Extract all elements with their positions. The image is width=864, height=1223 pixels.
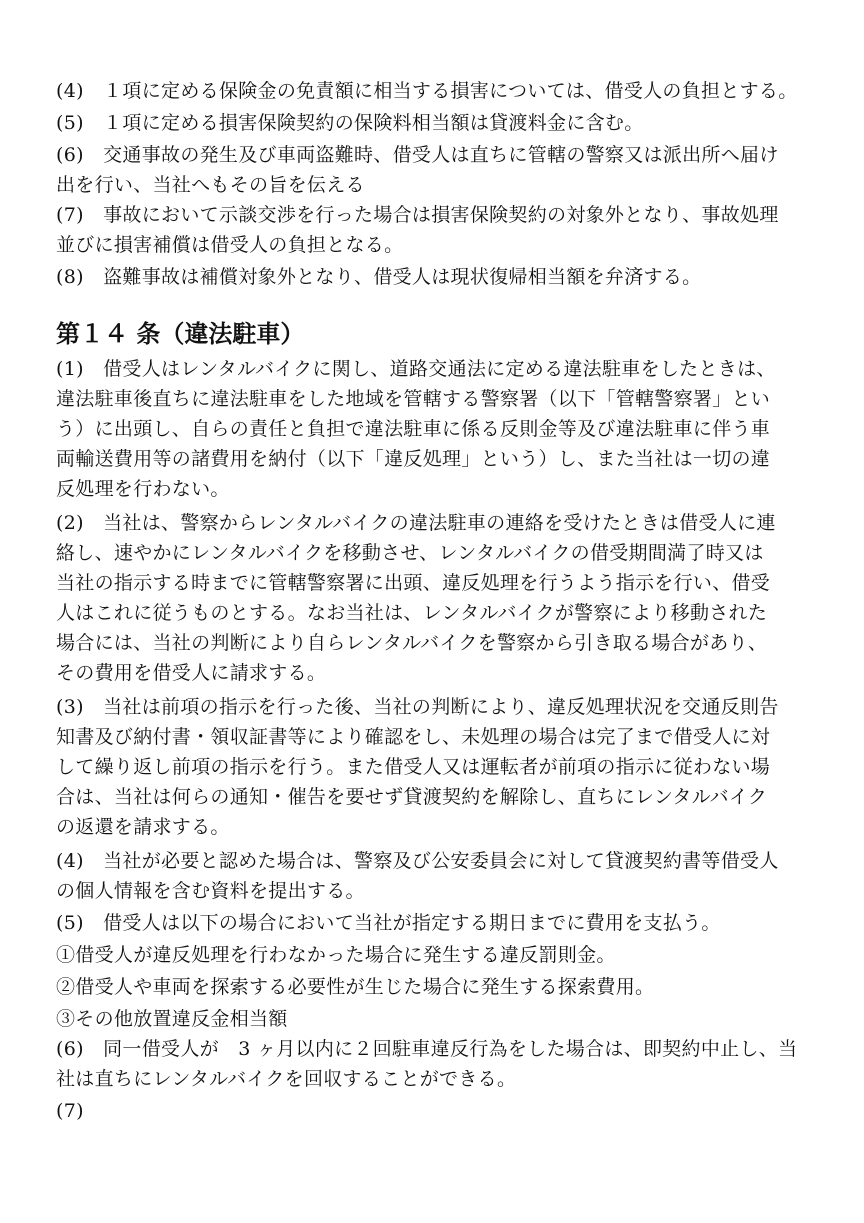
article14-sub3 xyxy=(56,1004,828,1034)
text-line: 絡し、速やかにレンタルバイクを移動させ、レンタルバイクの借受期間満了時又は xyxy=(56,542,764,564)
article13-item8 xyxy=(56,262,828,292)
text-line: (8) 盗難事故は補償対象外となり、借受人は現状復帰相当額を弁済する。 xyxy=(56,266,702,288)
text-line: (7) 事故において示談交渉を行った場合は損害保険契約の対象外となり、事故処理 xyxy=(56,204,779,226)
article13-item7 xyxy=(56,200,828,260)
article13-item6 xyxy=(56,140,828,200)
text-line: (6) 交通事故の発生及び車両盗難時、借受人は直ちに管轄の警察又は派出所へ届け xyxy=(56,144,779,166)
article13-item4 xyxy=(56,76,828,106)
text-line: 当社の指示する時までに管轄警察署に出頭、違反処理を行うよう指示を行い、借受 xyxy=(56,572,771,594)
text-line: の個人情報を含む資料を提出する。 xyxy=(56,880,365,902)
text-line: (3) 当社は前項の指示を行った後、当社の判断により、違反処理状況を交通反則告 xyxy=(56,696,779,718)
text-line: 両輸送費用等の諸費用を納付（以下「違反処理」という）し、また当社は一切の違 xyxy=(56,448,771,470)
text-line: (1) 借受人はレンタルバイクに関し、道路交通法に定める違法駐車をしたときは、 xyxy=(56,358,776,380)
article14-sub1 xyxy=(56,940,828,970)
article14-item3 xyxy=(56,692,828,842)
text-line: (5) １項に定める損害保険契約の保険料相当額は貸渡料金に含む。 xyxy=(56,112,644,134)
text-line: 場合には、当社の判断により自らレンタルバイクを警察から引き取る場合があり、 xyxy=(56,632,768,654)
text-line: して繰り返し前項の指示を行う。また借受人又は運転者が前項の指示に従わない場 xyxy=(56,756,771,778)
text-line: その費用を借受人に請求する。 xyxy=(56,662,327,684)
text-line: (6) 同一借受人が 3 ヶ月以内に２回駐車違反行為をした場合は、即契約中止し、当 xyxy=(56,1038,798,1060)
text-line: (2) 当社は、警察からレンタルバイクの違法駐車の連絡を受けたときは借受人に連 xyxy=(56,512,776,534)
text-line: 並びに損害補償は借受人の負担となる。 xyxy=(56,234,404,256)
article14-item5 xyxy=(56,908,828,938)
article14-item2 xyxy=(56,508,828,688)
article14-heading: 第１４ 条（違法駐車） xyxy=(56,320,305,348)
text-line: (4) １項に定める保険金の免責額に相当する損害については、借受人の負担とする。 xyxy=(56,80,798,102)
article14-item7 xyxy=(56,1096,828,1126)
article14-item6 xyxy=(56,1034,828,1094)
text-line: ③その他放置違反金相当額 xyxy=(56,1008,288,1030)
text-line: の返還を請求する。 xyxy=(56,816,230,838)
text-line: 知書及び納付書・領収証書等により確認をし、未処理の場合は完了まで借受人に対 xyxy=(56,726,771,748)
article14-sub2 xyxy=(56,972,828,1002)
text-line: (5) 借受人は以下の場合において当社が指定する期日までに費用を支払う。 xyxy=(56,912,721,934)
text-line: (7) xyxy=(56,1100,84,1122)
article14-item1 xyxy=(56,354,828,504)
text-line: ①借受人が違反処理を行わなかった場合に発生する違反罰則金。 xyxy=(56,944,616,966)
text-line: 社は直ちにレンタルバイクを回収することができる。 xyxy=(56,1068,517,1090)
text-line: 出を行い、当社へもその旨を伝える xyxy=(56,174,365,196)
text-line: ②借受人や車両を探索する必要性が生じた場合に発生する探索費用。 xyxy=(56,976,655,998)
text-line: 反処理を行わない。 xyxy=(56,478,230,500)
text-line: 合は、当社は何らの通知・催告を要せず貸渡契約を解除し、直ちにレンタルバイク xyxy=(56,786,768,808)
text-line: 人はこれに従うものとする。なお当社は、レンタルバイクが警察により移動された xyxy=(56,602,768,624)
article14-item4 xyxy=(56,846,828,906)
text-line: う）に出頭し、自らの責任と負担で違法駐車に係る反則金等及び違法駐車に伴う車 xyxy=(56,418,771,440)
text-line: (4) 当社が必要と認めた場合は、警察及び公安委員会に対して貸渡契約書等借受人 xyxy=(56,850,779,872)
text-line: 違法駐車後直ちに違法駐車をした地域を管轄する警察署（以下「管轄警察署」とい xyxy=(56,388,771,410)
article13-item5 xyxy=(56,108,828,138)
